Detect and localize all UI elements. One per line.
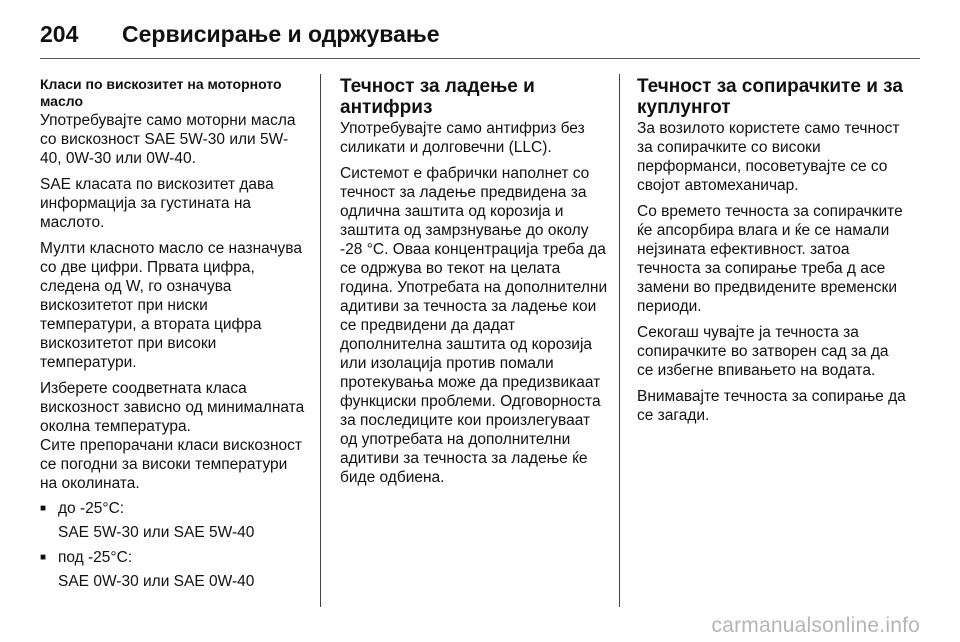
paragraph: Секогаш чувајте ја течноста за сопирачките во затворен сад за да се избегне впивањето на водата. <box>637 324 889 379</box>
page-number: 204 <box>40 20 79 47</box>
paragraph: Употребувајте само антифриз без силикати и долговечни (LLC). <box>340 120 585 156</box>
paragraph: Системот е фабрички наполнет со течност за ладење предвидена за одлична заштита од корозија и заштита од замрзнување до околу -28 °C. Оваа концентрација треба да се одржува во текот на целата година. Употребата на дополнителни адитиви за течноста за ладење кои се предвидени да дадат дополнителна заштита од корозија или изолација против помали протекувања може да предизвикаат функциски проблеми. Одговорноста за последиците кои произлегуваат од употребата на дополнителни адитиви за течноста за ладење ќе биде одбиена. <box>340 165 608 486</box>
paragraph: Внимавајте течноста за сопирање да се загади. <box>637 388 906 424</box>
column-engine-oil <box>40 76 308 591</box>
paragraph: Мулти класното масло се назначува со две цифри. Првата цифра, следена од W, го означува вискозитетот при ниски температури, а втората цифра вискозитетот при високи температури. <box>40 240 302 371</box>
column-brake-fluid <box>637 76 907 432</box>
paragraph: Употребувајте само моторни масла со вискозност SAE 5W-30 или 5W-40, 0W-30 или 0W-40. <box>40 112 296 167</box>
list-item <box>40 499 308 518</box>
bullet-value: SAE 0W-30 или SAE 0W-40 <box>58 573 255 590</box>
section-heading: Течност за ладење и антифриз <box>340 76 535 118</box>
square-bullet-icon: ■ <box>40 503 47 514</box>
section-subheading: Класи по вискозитет на моторното масло <box>40 76 282 109</box>
column-divider-left <box>320 74 321 607</box>
paragraph: Сите препорачани класи вискозност се погодни за високи температури на околината. <box>40 437 302 492</box>
paragraph: SAE класата по вискозитет дава информација за густината на маслото. <box>40 176 274 231</box>
bullet-value: SAE 5W-30 или SAE 5W-40 <box>58 524 255 541</box>
paragraph: Изберете соодветната класа вискозност зависно од минималната околна температура. <box>40 380 305 435</box>
column-divider-right <box>619 74 620 607</box>
header-divider <box>40 58 920 59</box>
paragraph: Со времето течноста за сопирачките ќе апсорбира влага и ќе се намали нејзината ефективност. затоа течноста за сопирање треба д асе замени во предвидените временски периоди. <box>637 203 903 315</box>
bullet-label: до -25°C: <box>58 500 125 517</box>
paragraph: За возилото користете само течност за сопирачките со високи перформанси, посоветувајте се со својот автомеханичар. <box>637 120 900 194</box>
bullet-label: под -25°C: <box>58 549 133 566</box>
section-heading: Течност за сопирачките и за куплунгот <box>637 76 903 118</box>
page-header <box>40 14 920 54</box>
list-item <box>40 548 308 567</box>
page-title: Сервисирање и одржување <box>122 20 440 47</box>
square-bullet-icon: ■ <box>40 552 47 563</box>
column-coolant <box>340 76 608 494</box>
watermark: carmanualsonline.info <box>711 614 920 637</box>
